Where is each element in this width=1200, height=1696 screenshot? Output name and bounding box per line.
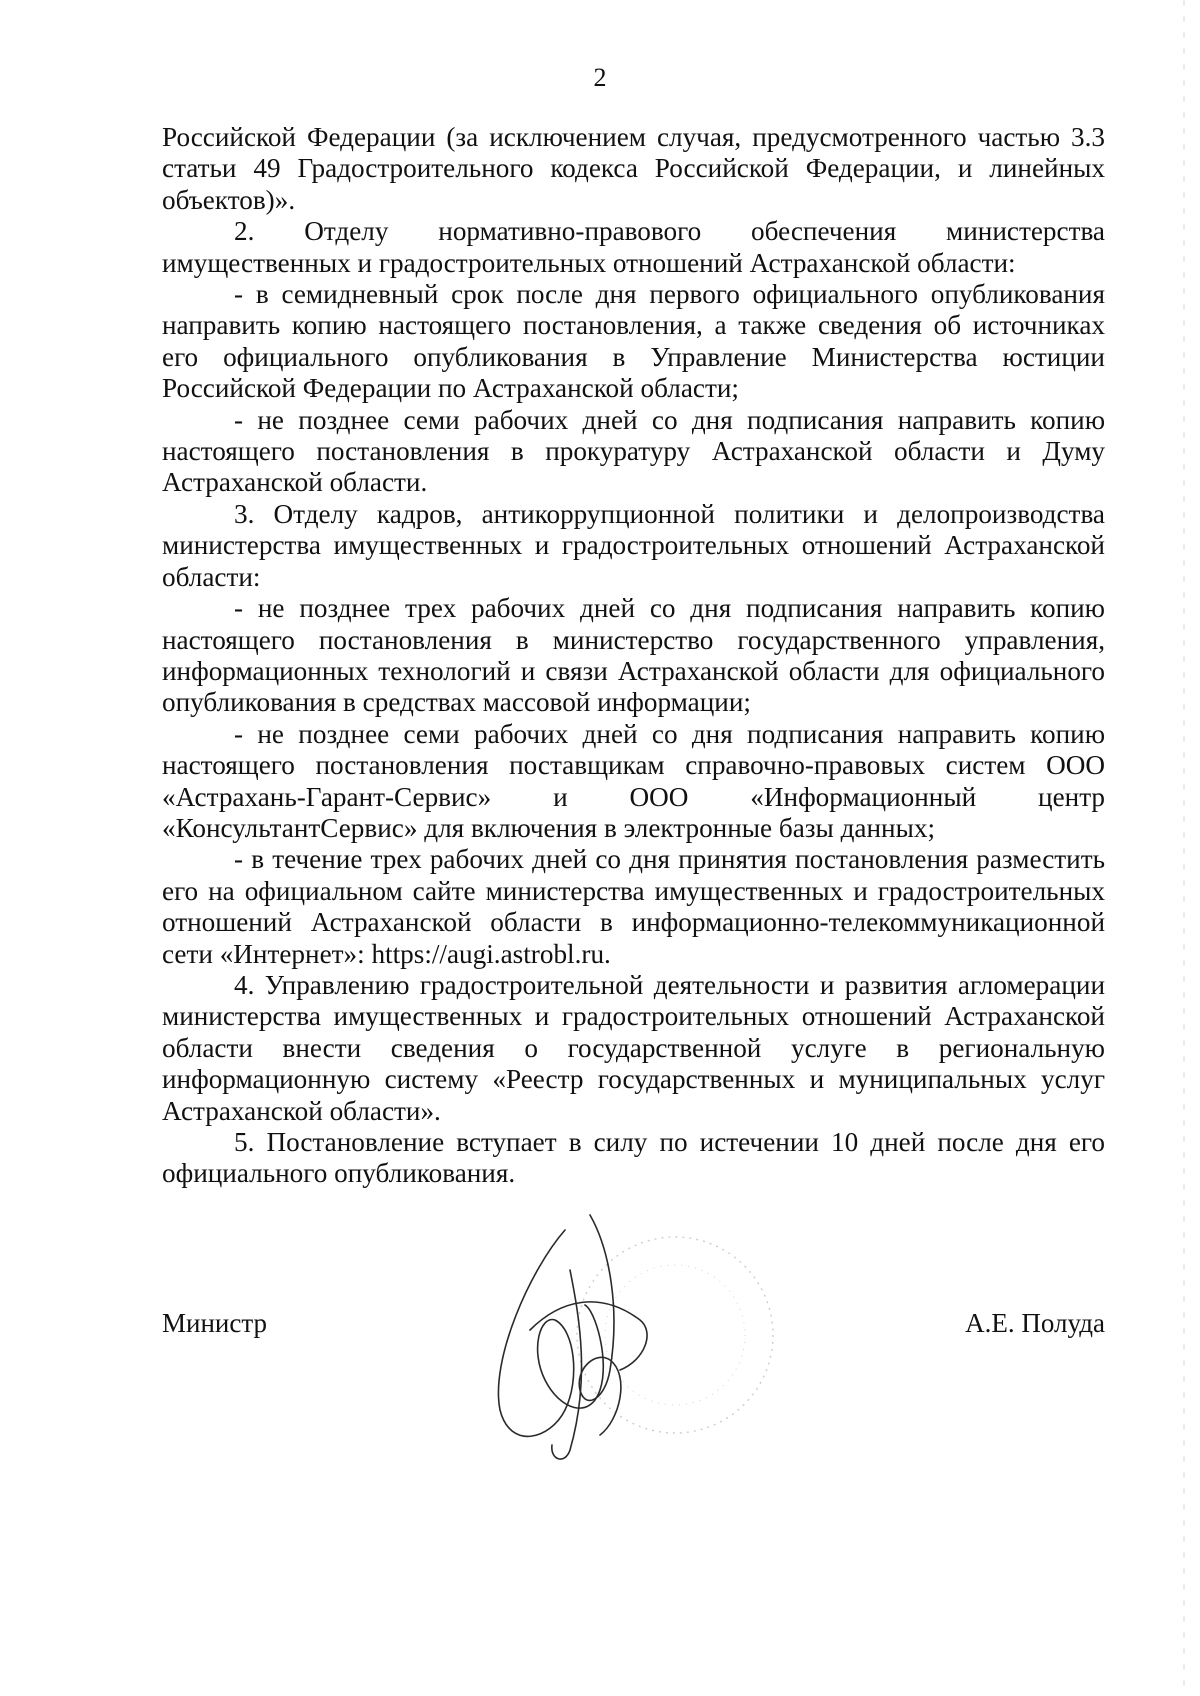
signer-name: А.Е. Полуда — [965, 1308, 1105, 1338]
paragraph-item-3-subitem-2: - не позднее семи рабочих дней со дня подписания направить копию настоящего постановления поставщикам справочно-правовых систем ООО «Астрахань-Гарант-Сервис» и ООО «Информационный центр «КонсультантСервис» для включения в электронные базы данных; — [162, 718, 1105, 843]
paragraph-item-3-subitem-1: - не позднее трех рабочих дней со дня подписания направить копию настоящего постановления в министерство государственного управления, информационных технологий и связи Астраханской области для официального опубликования в средствах массовой информации; — [162, 593, 1105, 718]
scan-edge-divider — [1183, 0, 1185, 1696]
signer-position: Министр — [162, 1308, 267, 1338]
paragraph-item-3: 3. Отделу кадров, антикоррупционной политики и делопроизводства министерства имущественных и градостроительных отношений Астраханской области: — [162, 498, 1105, 592]
paragraph-item-2-subitem-2: - не позднее семи рабочих дней со дня подписания направить копию настоящего постановления в прокуратуру Астраханской области и Думу Астраханской области. — [162, 404, 1105, 498]
paragraph-item-5: 5. Постановление вступает в силу по истечении 10 дней после дня его официального опубликования. — [162, 1127, 1105, 1189]
paragraph-item-4: 4. Управлению градостроительной деятельности и развития агломерации министерства имущественных и градостроительных отношений Астраханской области внести сведения о государственной услуге в региональную информационную систему «Реестр государственных и муниципальных услуг Астраханской области». — [162, 969, 1105, 1126]
paragraph-item-3-subitem-3: - в течение трех рабочих дней со дня принятия постановления разместить его на официальном сайте министерства имущественных и градостроительных отношений Астраханской области в информационно-телекоммуникационной сети «Интернет»: https://augi.astrobl.ru. — [162, 844, 1105, 969]
paragraph-item-2-subitem-1: - в семидневный срок после дня первого официального опубликования направить копию настоящего постановления, а также сведения об источниках его официального опубликования в Управление Министерства юстиции Российской Федерации по Астраханской области; — [162, 279, 1105, 404]
document-body — [162, 122, 1105, 1190]
paragraph-item-2: 2. Отделу нормативно-правового обеспечения министерства имущественных и градостроительных отношений Астраханской области: — [162, 216, 1105, 278]
page-number: 2 — [593, 63, 607, 92]
paragraph-continuation: Российской Федерации (за исключением случая, предусмотренного частью 3.3 статьи 49 Градостроительного кодекса Российской Федерации, и линейных объектов)». — [162, 122, 1105, 215]
signature-block — [162, 1306, 1105, 1346]
